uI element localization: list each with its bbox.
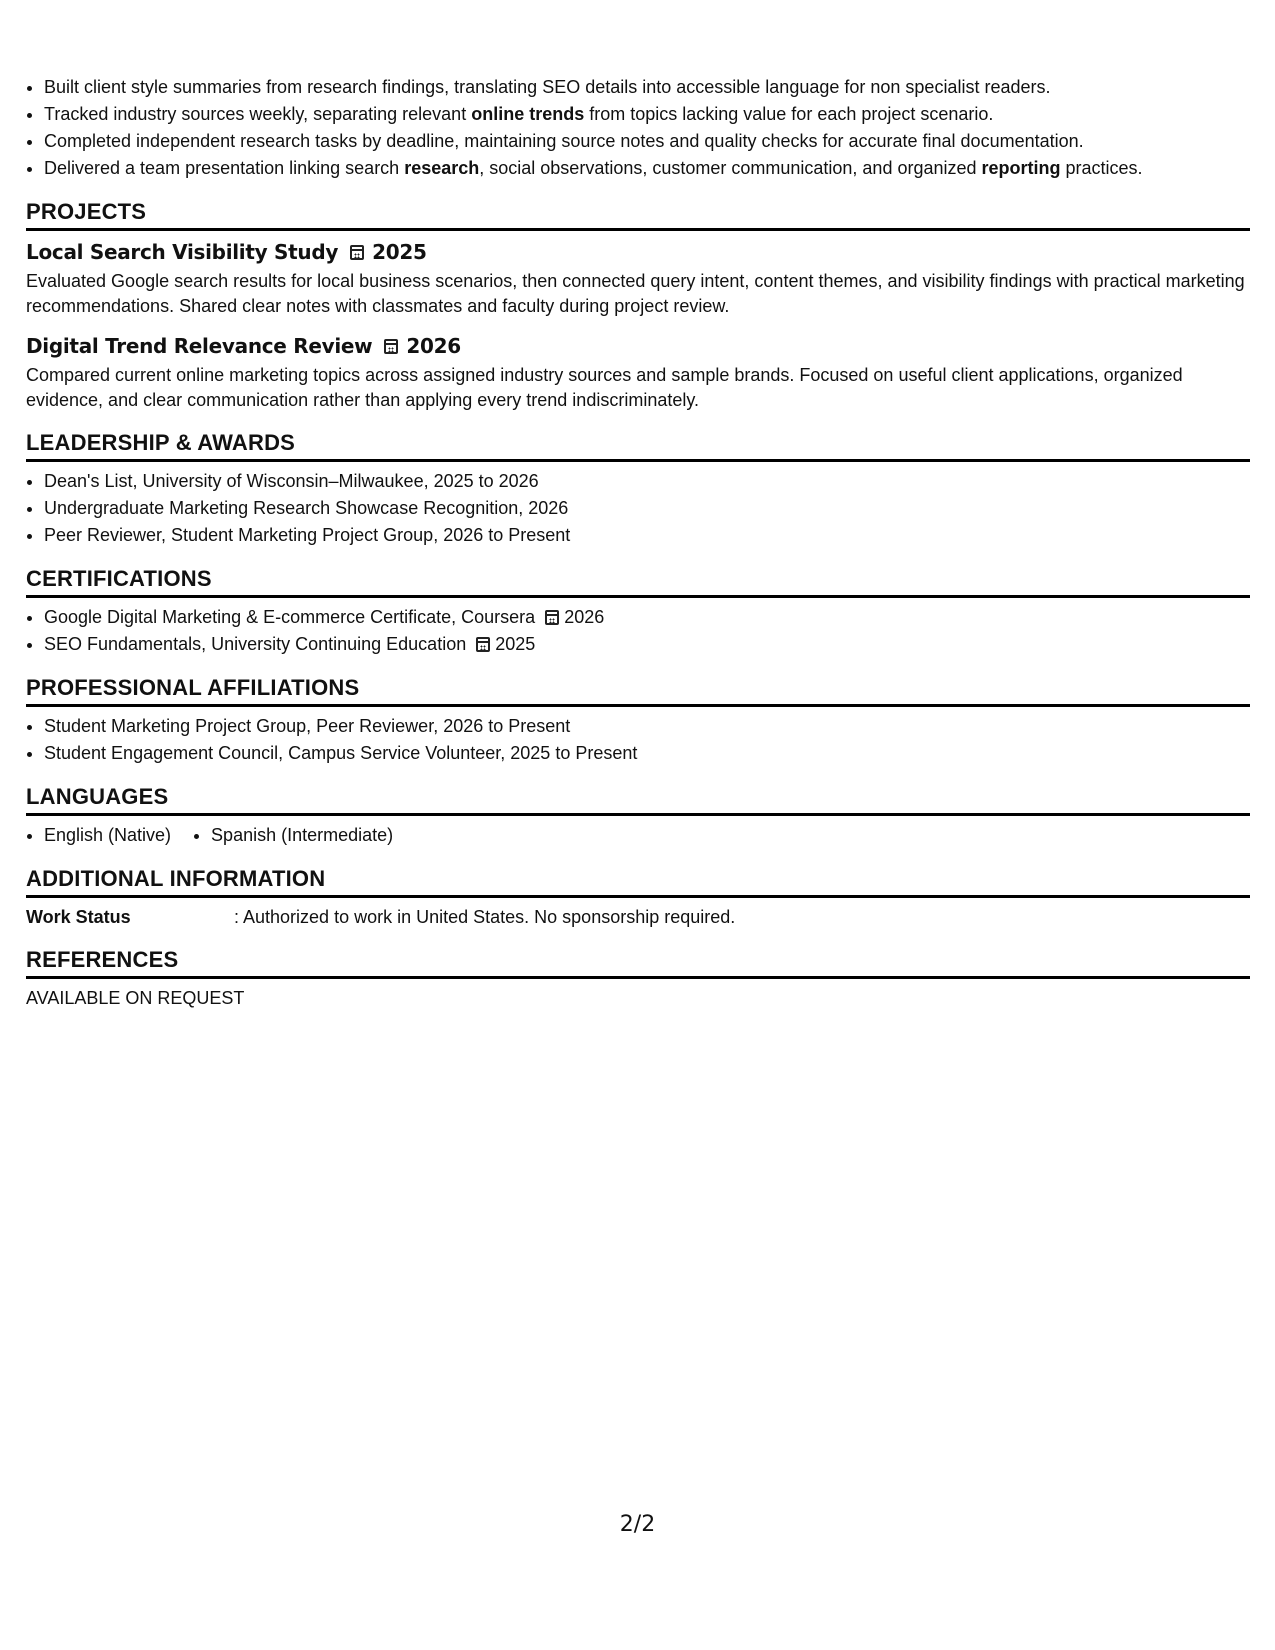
calendar-icon	[384, 339, 398, 354]
project-description: Evaluated Google search results for local business scenarios, then connected query intent, content themes, and visibility findings with practical marketing recommendations. Shared clear notes with classmates and faculty during project review.	[26, 271, 1245, 316]
calendar-icon	[545, 610, 559, 625]
info-key: Work Status	[26, 907, 131, 927]
certification-name: Google Digital Marketing & E-commerce Certificate, Coursera	[44, 607, 536, 627]
project-item	[26, 237, 1250, 319]
experience-bullet	[44, 101, 1250, 128]
list-item: • Student Engagement Council, Campus Service Volunteer, 2025 to Present	[44, 740, 1250, 767]
project-year: 2026	[406, 334, 461, 358]
bold-keyword: reporting	[981, 158, 1061, 178]
additional-info-section	[26, 865, 1250, 930]
bullet-text: Delivered a team presentation linking search	[44, 158, 405, 178]
project-name: Digital Trend Relevance Review	[26, 334, 373, 358]
certification-item	[44, 604, 1250, 631]
list-item: • Peer Reviewer, Student Marketing Project Group, 2026 to Present	[44, 522, 1250, 549]
section-title-references: REFERENCES	[26, 946, 1250, 979]
bullet-text: , social observations, customer communication, and organized	[479, 158, 982, 178]
bullet-text: Built client style summaries from research findings, translating SEO details into accessible language for non specialist readers.	[44, 77, 1051, 97]
bullet-text: Completed independent research tasks by deadline, maintaining source notes and quality checks for accurate final documentation.	[44, 131, 1084, 151]
experience-bullet	[44, 74, 1250, 101]
list-item: • Undergraduate Marketing Research Showcase Recognition, 2026	[44, 495, 1250, 522]
certification-item	[44, 631, 1250, 658]
resume-page	[26, 74, 1250, 1011]
calendar-icon	[476, 637, 490, 652]
section-title-certifications: CERTIFICATIONS	[26, 565, 1250, 598]
leadership-section	[26, 429, 1250, 549]
bullet-text: from topics lacking value for each project scenario.	[584, 104, 994, 124]
project-year: 2025	[372, 240, 427, 264]
certifications-section	[26, 565, 1250, 658]
section-title-additional: ADDITIONAL INFORMATION	[26, 865, 1250, 898]
experience-bullet	[44, 155, 1250, 182]
project-description: Compared current online marketing topics across assigned industry sources and sample brands. Focused on useful client applications, organized evidence, and clear communication rather than applying every trend indiscriminately.	[26, 365, 1183, 410]
language-item: • English (Native)	[44, 822, 171, 849]
experience-bullet-list	[26, 74, 1250, 182]
section-title-projects: PROJECTS	[26, 198, 1250, 231]
info-row	[26, 904, 1250, 930]
bold-keyword: online trends	[471, 104, 585, 124]
info-value: : Authorized to work in United States. No sponsorship required.	[234, 907, 736, 927]
affiliations-section	[26, 674, 1250, 767]
bold-keyword: research	[404, 158, 480, 178]
page-number: 2/2	[619, 1512, 656, 1537]
language-item: • Spanish (Intermediate)	[211, 822, 393, 849]
references-text: AVAILABLE ON REQUEST	[26, 988, 245, 1008]
list-item: • Dean's List, University of Wisconsin–Milwaukee, 2025 to 2026	[44, 468, 1250, 495]
project-name: Local Search Visibility Study	[26, 240, 339, 264]
languages-section	[26, 783, 1250, 849]
list-item: • Student Marketing Project Group, Peer Reviewer, 2026 to Present	[44, 713, 1250, 740]
bullet-text: Tracked industry sources weekly, separating relevant	[44, 104, 472, 124]
experience-bullet	[44, 128, 1250, 155]
certification-year: 2025	[495, 634, 536, 654]
calendar-icon	[350, 245, 364, 260]
bullet-text: practices.	[1060, 158, 1143, 178]
project-item	[26, 331, 1250, 413]
projects-section	[26, 198, 1250, 413]
certification-name: SEO Fundamentals, University Continuing Education	[44, 634, 467, 654]
references-section	[26, 946, 1250, 1011]
section-title-leadership: LEADERSHIP & AWARDS	[26, 429, 1250, 462]
section-title-affiliations: PROFESSIONAL AFFILIATIONS	[26, 674, 1250, 707]
certification-year: 2026	[564, 607, 605, 627]
section-title-languages: LANGUAGES	[26, 783, 1250, 816]
